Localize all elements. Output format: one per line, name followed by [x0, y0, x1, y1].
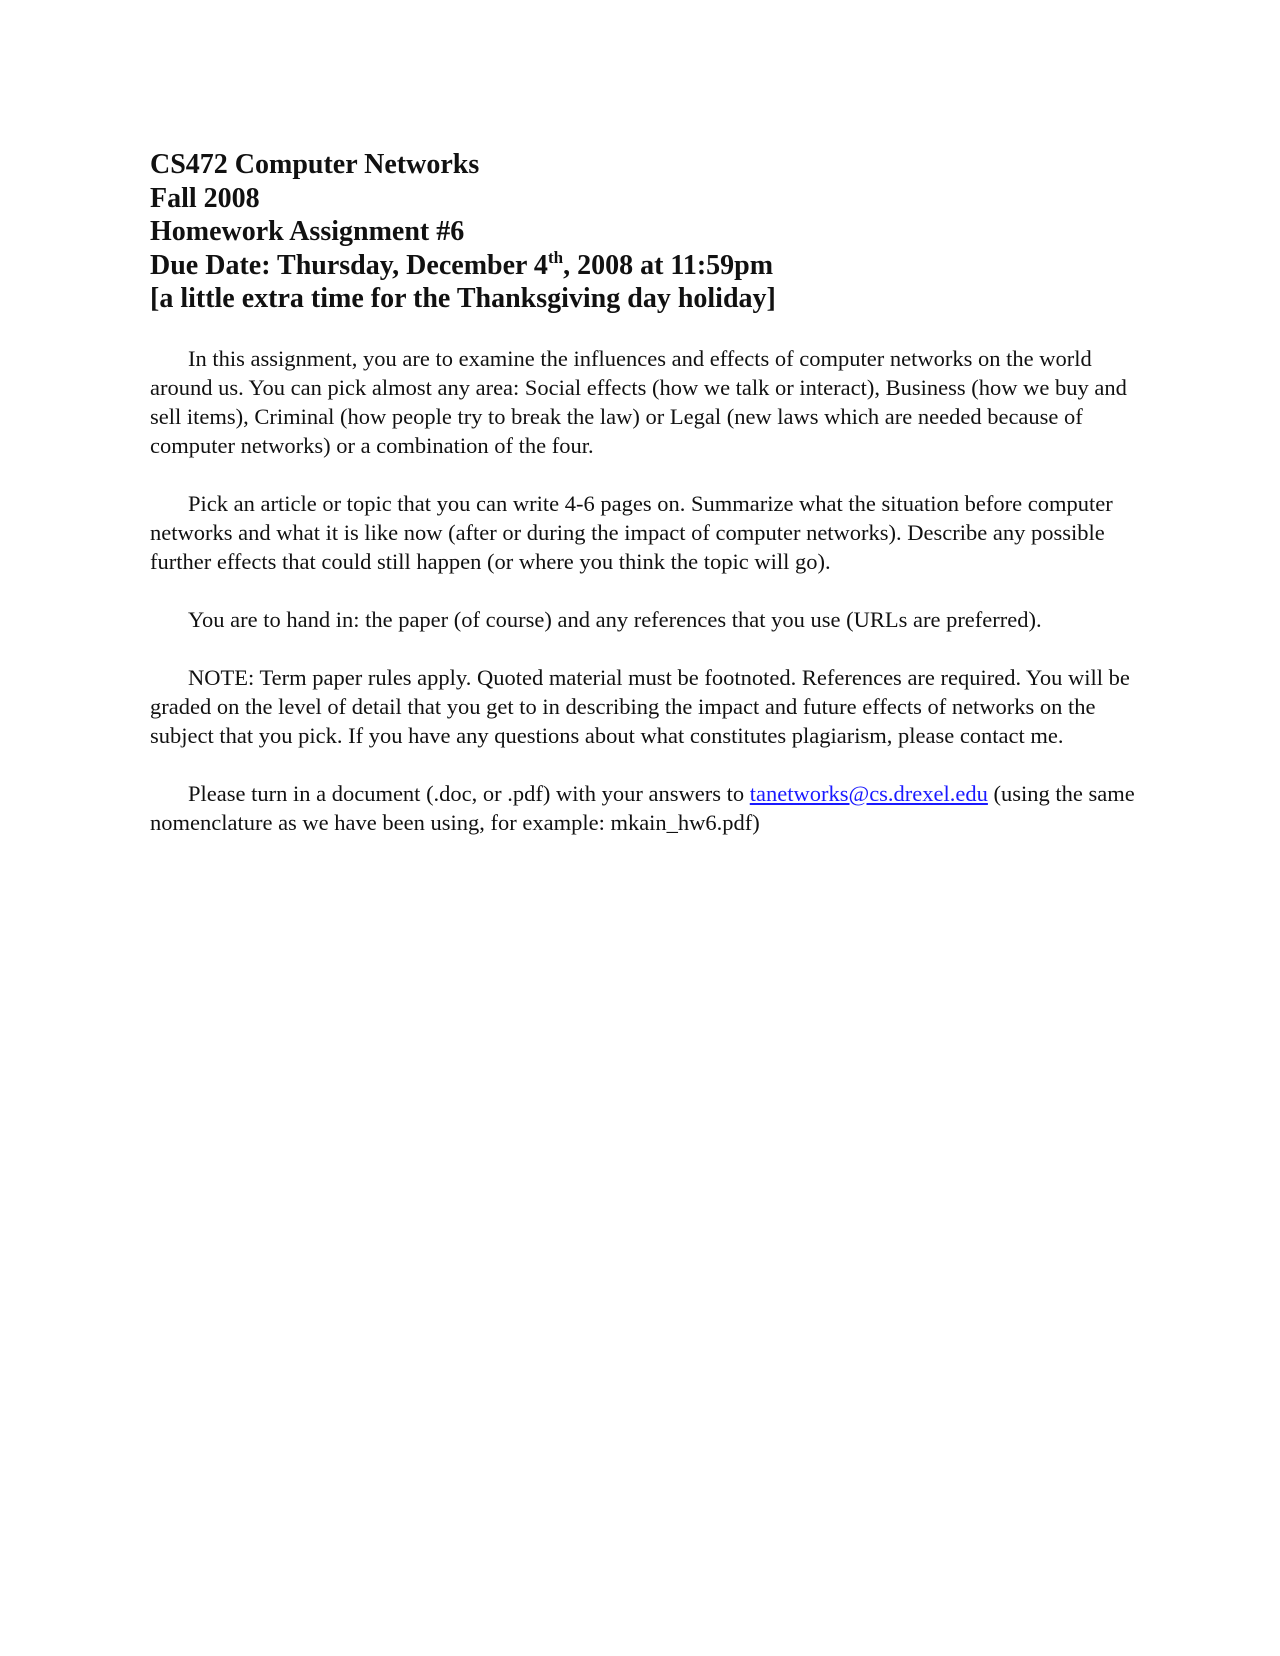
course-title: CS472 Computer Networks — [150, 149, 480, 180]
paragraph-hand-in: You are to hand in: the paper (of course) and any references that you use (URLs are preferred). — [188, 606, 1042, 632]
paragraph-submission — [150, 779, 1150, 837]
paragraph-note: NOTE: Term paper rules apply. Quoted material must be footnoted. References are required. You will be graded on the level of detail that you get to in describing the impact and future effects of networks on the subject that you pick. If you have any questions about what constitutes plagiarism, please contact me. — [150, 664, 1130, 748]
submission-example-text: (using the same nomenclature as we have been using, for example: mkain_hw6.pdf) — [150, 780, 1135, 835]
submission-text: Please turn in a document (.doc, or .pdf) with your answers to — [188, 780, 750, 806]
paragraph-topic: Pick an article or topic that you can write 4-6 pages on. Summarize what the situation before computer networks and what it is like now (after or during the impact of computer networks). Describe any possible further effects that could still happen (or where you think the topic will go). — [150, 490, 1113, 574]
due-date-ordinal: th — [547, 247, 564, 267]
assignment-title: Homework Assignment #6 — [150, 216, 465, 247]
email-link[interactable]: tanetworks@cs.drexel.edu — [749, 780, 988, 806]
document-header — [150, 148, 1150, 316]
holiday-note: [a little extra time for the Thanksgiving day holiday] — [150, 283, 776, 314]
due-date-prefix: Due Date: Thursday, December 4 — [150, 249, 548, 281]
document-body — [150, 344, 1150, 837]
due-date-suffix: , 2008 at 11:59pm — [563, 249, 774, 281]
due-date — [150, 249, 1150, 283]
document-page — [150, 148, 1150, 866]
term: Fall 2008 — [150, 182, 260, 214]
paragraph-intro: In this assignment, you are to examine the influences and effects of computer networks on the world around us. You can pick almost any area: Social effects (how we talk or interact), Business (how we buy and sell items), Criminal (how people try to break the law) or Legal (new laws which are needed because of computer networks) or a combination of the four. — [150, 345, 1127, 458]
